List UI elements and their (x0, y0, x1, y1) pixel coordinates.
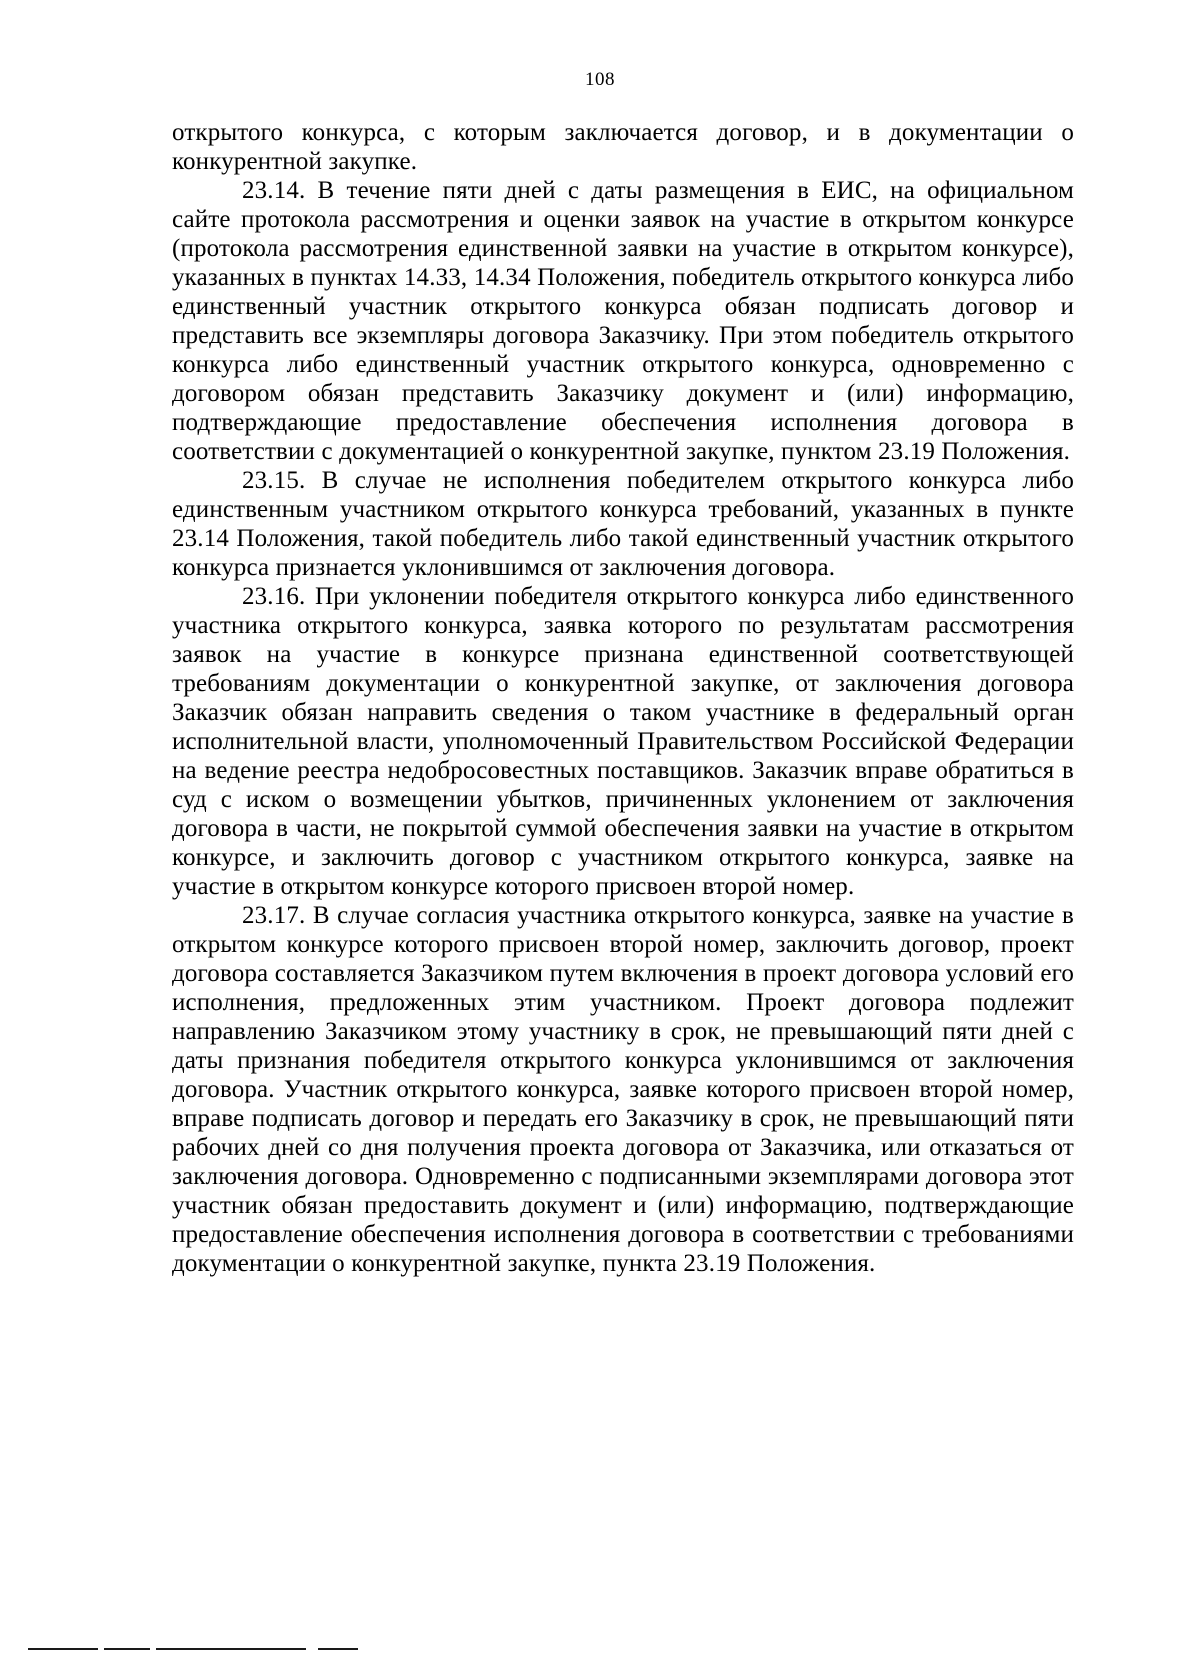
scan-edge-mark (156, 1648, 306, 1650)
paragraph-continuation: открытого конкурса, с которым заключается договор, и в документации о конкурентной закупке. (172, 119, 1074, 175)
paragraph-23-14: 23.14. В течение пяти дней с даты размещения в ЕИС, на официальном сайте протокола рассмотрения и оценки заявок на участие в открытом конкурсе (протокола рассмотрения единственной заявки на участие в открытом конкурсе), указанных в пунктах 14.33, 14.34 Положения, победитель открытого конкурса либо единственный участник открытого конкурса обязан подписать договор и представить все экземпляры договора Заказчику. При этом победитель открытого конкурса либо единственный участник открытого конкурса, одновременно с договором обязан представить Заказчику документ и (или) информацию, подтверждающие предоставление обеспечения исполнения договора в соответствии с документацией о конкурентной закупке, пунктом 23.19 Положения. (172, 177, 1074, 465)
scan-edge-mark (104, 1648, 150, 1650)
paragraph-23-16: 23.16. При уклонении победителя открытого конкурса либо единственного участника открытого конкурса, заявка которого по результатам рассмотрения заявок на участие в конкурсе признана единственной соответствующей требованиям документации о конкурентной закупке, от заключения договора Заказчик обязан направить сведения о таком участнике в федеральный орган исполнительной власти, уполномоченный Правительством Российской Федерации на ведение реестра недобросовестных поставщиков. Заказчик вправе обратиться в суд с иском о возмещении убытков, причиненных уклонением от заключения договора в части, не покрытой суммой обеспечения заявки на участие в открытом конкурсе, и заключить договор с участником открытого конкурса, заявке на участие в открытом конкурсе которого присвоен второй номер. (172, 583, 1074, 900)
scan-edge-mark (28, 1648, 98, 1650)
paragraph-23-15: 23.15. В случае не исполнения победителем открытого конкурса либо единственным участником открытого конкурса требований, указанных в пункте 23.14 Положения, такой победитель либо такой единственный участник открытого конкурса признается уклонившимся от заключения договора. (172, 467, 1074, 581)
paragraph-23-17: 23.17. В случае согласия участника открытого конкурса, заявке на участие в открытом конкурсе которого присвоен второй номер, заключить договор, проект договора составляется Заказчиком путем включения в проект договора условий его исполнения, предложенных этим участником. Проект договора подлежит направлению Заказчиком этому участнику в срок, не превышающий пяти дней с даты признания победителя открытого конкурса уклонившимся от заключения договора. Участник открытого конкурса, заявке которого присвоен второй номер, вправе подписать договор и передать его Заказчику в срок, не превышающий пяти рабочих дней со дня получения проекта договора от Заказчика, или отказаться от заключения договора. Одновременно с подписанными экземплярами договора этот участник обязан предоставить документ и (или) информацию, подтверждающие предоставление обеспечения исполнения договора в соответствии с требованиями документации о конкурентной закупке, пункта 23.19 Положения. (172, 902, 1074, 1277)
page-number: 108 (585, 69, 615, 90)
scan-edge-mark (318, 1648, 358, 1650)
document-body (172, 118, 1074, 1278)
